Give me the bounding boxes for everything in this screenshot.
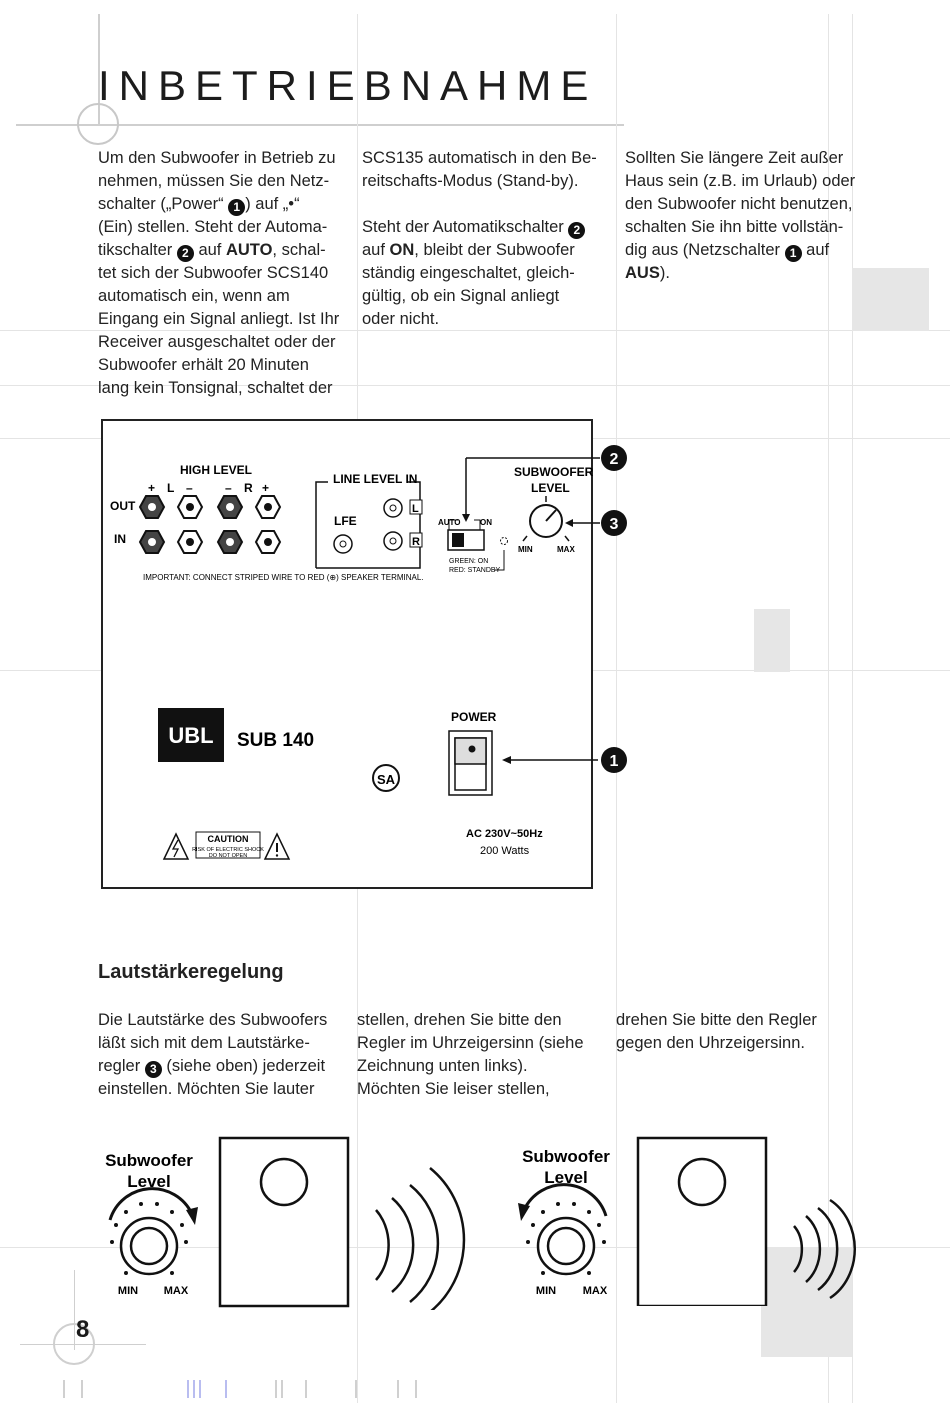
volume-column-3 <box>616 1009 856 1055</box>
l-label: L <box>167 481 175 495</box>
text-line: Receiver ausgeschaltet oder der <box>98 333 336 351</box>
jack-r-label: R <box>412 536 420 548</box>
text-line: stellen, drehen Sie bitte den <box>357 1011 562 1029</box>
knob-min-label: MIN <box>518 545 533 554</box>
volume-column-1 <box>98 1009 348 1101</box>
ac-label: AC 230V~50Hz <box>466 828 543 840</box>
text-line: läßt sich mit dem Lautstärke- <box>98 1034 310 1052</box>
callout-1-badge: 1 <box>228 199 245 216</box>
jack-l-label: L <box>412 503 419 515</box>
text-line: Sollten Sie längere Zeit außer <box>625 149 844 167</box>
text-line: SCS135 automatisch in den Be- <box>362 149 597 167</box>
intro-column-3 <box>625 147 865 285</box>
text-line: lang kein Tonsignal, schaltet der <box>98 379 333 397</box>
text-line: (Ein) stellen. Steht der Automa- <box>98 218 328 236</box>
max-label: MAX <box>163 1285 189 1297</box>
knob-title: Subwoofer <box>522 1147 610 1166</box>
callout-1-badge: 1 <box>785 245 802 262</box>
sound-waves-icon <box>794 1200 855 1298</box>
text-line: auf ON, bleibt der Subwoofer <box>362 241 575 259</box>
text-line: Regler im Uhrzeigersinn (siehe <box>357 1034 584 1052</box>
important-note: IMPORTANT: CONNECT STRIPED WIRE TO RED (⊕) SPEAKER TERMINAL. <box>143 573 424 582</box>
min-label: MIN <box>535 1285 557 1297</box>
text-line: AUS). <box>625 264 670 282</box>
caution-sub: RISK OF ELECTRIC SHOCK <box>192 847 264 853</box>
grid-line <box>74 1270 75 1350</box>
volume-column-2 <box>357 1009 607 1101</box>
subwoofer-label: SUBWOOFER <box>514 465 594 479</box>
text-line: Zeichnung unten links). <box>357 1057 528 1075</box>
text-line: ständig eingeschaltet, gleich- <box>362 264 575 282</box>
text-line: automatisch ein, wenn am <box>98 287 290 305</box>
louder-illustration <box>90 1130 510 1310</box>
auto-label: AUTO <box>438 518 461 527</box>
text-line: Möchten Sie leiser stellen, <box>357 1080 550 1098</box>
print-marks <box>60 1378 460 1400</box>
in-label: IN <box>114 532 126 546</box>
text-line: reitschafts-Modus (Stand-by). <box>362 172 579 190</box>
line-level-in-label: LINE LEVEL IN <box>333 472 418 486</box>
panel-frame <box>102 420 592 888</box>
out-label: OUT <box>110 499 136 513</box>
text-line: Steht der Automatikschalter 2 <box>362 216 612 239</box>
lfe-label: LFE <box>334 514 357 528</box>
on-label: ON <box>480 518 492 527</box>
plus-label: + <box>262 481 270 495</box>
green-on-label: GREEN: ON <box>449 558 489 565</box>
callout-2-badge: 2 <box>568 222 585 239</box>
caution-label: CAUTION <box>207 834 249 844</box>
clockwise-arrow-icon <box>110 1189 192 1220</box>
knob-max-label: MAX <box>557 545 575 554</box>
text-line: dig aus (Netzschalter 1 auf <box>625 241 830 260</box>
power-label: POWER <box>451 710 497 724</box>
minus-label: – <box>225 481 232 495</box>
text-line: Eingang ein Signal anliegt. Ist Ihr <box>98 310 340 328</box>
page-title: INBETRIEBNAHME <box>98 62 598 109</box>
watts-label: 200 Watts <box>480 845 530 857</box>
text-line: schalter („Power“ 1 ) auf „•“ <box>98 195 300 214</box>
text-line: tikschalter 2 auf AUTO, schal- <box>98 241 326 260</box>
intro-column-1 <box>98 147 348 400</box>
svg-text:3: 3 <box>609 516 619 533</box>
rear-panel-diagram <box>0 410 700 900</box>
level-label: LEVEL <box>531 481 570 495</box>
r-label: R <box>244 481 253 495</box>
section-heading: Lautstärkeregelung <box>98 961 284 983</box>
grid-line <box>20 1344 146 1345</box>
caution-sub: DO NOT OPEN <box>208 853 248 859</box>
text-line: gegen den Uhrzeigersinn. <box>616 1034 805 1052</box>
speaker-driver <box>679 1159 725 1205</box>
high-level-label: HIGH LEVEL <box>180 463 253 477</box>
quieter-illustration <box>508 1126 868 1306</box>
text-line: Haus sein (z.B. im Urlaub) oder <box>625 172 856 190</box>
svg-text:2: 2 <box>609 451 619 468</box>
knob-title: Level <box>544 1168 588 1187</box>
text-line: gültig, ob ein Signal anliegt <box>362 287 560 305</box>
text-line: oder nicht. <box>362 310 440 328</box>
model-label: SUB 140 <box>237 730 315 751</box>
speaker-driver <box>261 1159 307 1205</box>
page-number: 8 <box>76 1316 90 1343</box>
svg-text:1: 1 <box>609 753 619 770</box>
counterclockwise-arrow-icon <box>524 1185 606 1216</box>
text-line: schalten Sie ihn bitte vollstän- <box>625 218 844 236</box>
svg-text:SA: SA <box>376 772 396 787</box>
decor-block <box>754 609 790 672</box>
text-line: drehen Sie bitte den Regler <box>616 1011 817 1029</box>
text-line: tet sich der Subwoofer SCS140 <box>98 264 329 282</box>
plus-label: + <box>148 481 156 495</box>
red-standby-label: RED: STANDBY <box>449 567 501 574</box>
text-line: Subwoofer erhält 20 Minuten <box>98 356 309 374</box>
knob-title: Subwoofer <box>105 1151 193 1170</box>
callout-3-badge: 3 <box>145 1061 162 1078</box>
knob-title: Level <box>127 1172 171 1191</box>
intro-column-2 <box>362 147 612 331</box>
text-line: regler 3 (siehe oben) jederzeit <box>98 1057 326 1076</box>
minus-label: – <box>186 481 193 495</box>
text-line: den Subwoofer nicht benutzen, <box>625 195 853 213</box>
text-line: Um den Subwoofer in Betrieb zu <box>98 149 336 167</box>
max-label: MAX <box>582 1285 608 1297</box>
text-line: nehmen, müssen Sie den Netz- <box>98 172 330 190</box>
min-label: MIN <box>117 1285 139 1297</box>
sound-waves-icon <box>376 1168 464 1310</box>
callout-2-badge: 2 <box>177 245 194 262</box>
text-line: einstellen. Möchten Sie lauter <box>98 1080 315 1098</box>
svg-text:UBL: UBL <box>168 723 214 748</box>
text-line: Die Lautstärke des Subwoofers <box>98 1011 328 1029</box>
